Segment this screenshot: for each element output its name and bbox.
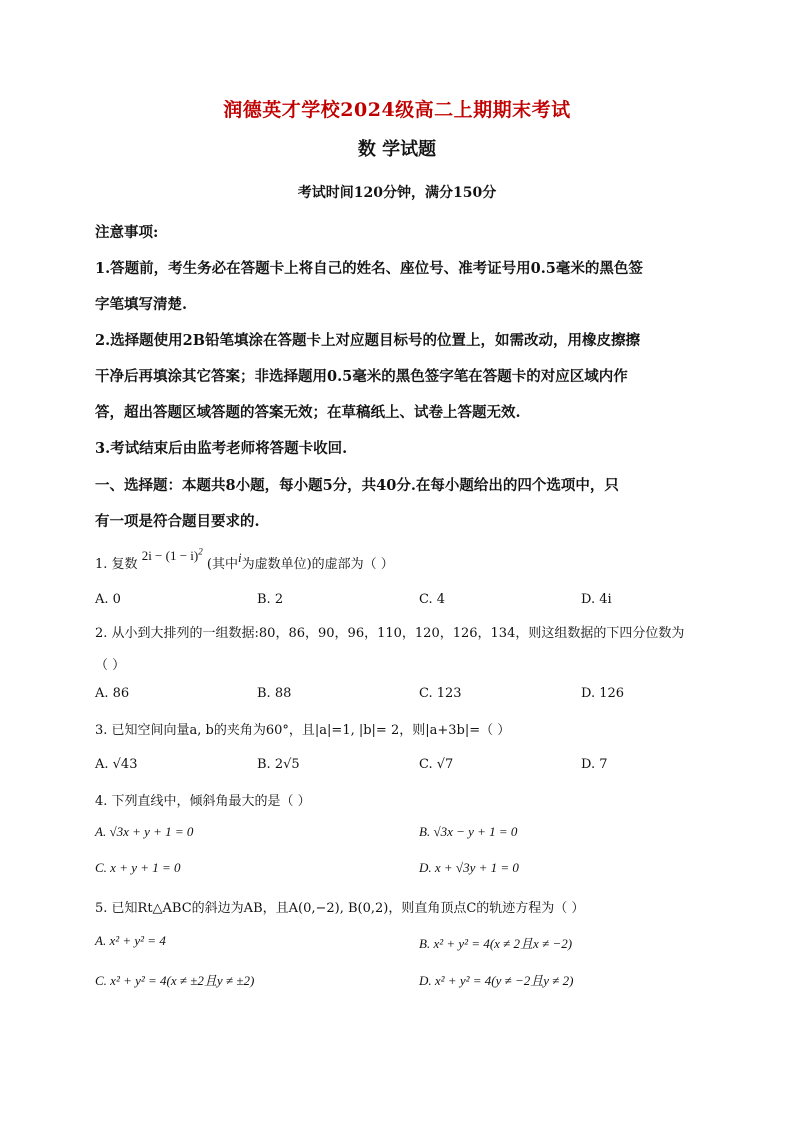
q5-option-b: B. x² + y² = 4(x ≠ 2且x ≠ −2): [419, 936, 573, 951]
question-1: [95, 546, 394, 572]
note-1-line-1: 1.答题前，考生务必在答题卡上将自己的姓名、座位号、准考证号用0.5毫米的黑色签: [95, 260, 643, 277]
q5-option-d: D. x² + y² = 4(y ≠ −2且y ≠ 2): [419, 973, 574, 988]
q3-option-a: A. √43: [95, 757, 138, 772]
q2-option-a: A. 86: [95, 686, 130, 701]
q1-var: i: [237, 550, 242, 565]
q5-option-c: C. x² + y² = 4(x ≠ ±2且y ≠ ±2): [95, 973, 255, 988]
question-2: 2. 从小到大排列的一组数据:80，86，90，96，110，120，126，134，则这组数据的下四分位数为: [95, 626, 685, 641]
q1-option-c: C. 4: [419, 592, 446, 607]
q3-option-b: B. 2√5: [257, 757, 300, 772]
q4-option-c: C. x + y + 1 = 0: [95, 860, 181, 875]
q1-option-a: A. 0: [95, 592, 121, 607]
note-2-line-3: 答，超出答题区域答题的答案无效；在草稿纸上、试卷上答题无效.: [95, 404, 521, 421]
note-2-line-2: 干净后再填涂其它答案；非选择题用0.5毫米的黑色签字笔在答题卡的对应区域内作: [95, 368, 628, 385]
q5-option-a: A. x² + y² = 4: [95, 933, 166, 948]
q1-mid: (其中: [206, 557, 238, 572]
exam-title: 润德英才学校2024级高二上期期末考试: [223, 99, 571, 121]
q2-option-b: B. 88: [257, 686, 292, 701]
notes-heading: 注意事项:: [95, 224, 159, 241]
q4-option-a: A. √3x + y + 1 = 0: [95, 824, 194, 839]
q2-option-c: C. 123: [419, 686, 462, 701]
q3-option-d: D. 7: [581, 757, 608, 772]
q4-option-d: D. x + √3y + 1 = 0: [419, 860, 519, 875]
q1-option-b: B. 2: [257, 592, 284, 607]
question-2-paren: （ ）: [95, 658, 126, 673]
question-4: 4. 下列直线中，倾斜角最大的是（ ）: [95, 794, 311, 809]
q1-option-d: D. 4i: [581, 592, 612, 607]
subject-title: 数 学试题: [357, 139, 437, 160]
q1-prefix: 1. 复数: [95, 557, 138, 572]
q1-suffix: 为虚数单位)的虚部为（ ）: [241, 557, 394, 572]
q4-option-b: B. √3x − y + 1 = 0: [419, 824, 518, 839]
question-5: 5. 已知Rt△ABC的斜边为AB，且A(0,−2), B(0,2)，则直角顶点C的轨迹方程为（ ）: [95, 901, 585, 916]
note-3: 3.考试结束后由监考老师将答题卡收回.: [95, 440, 348, 457]
q2-option-d: D. 126: [581, 686, 625, 701]
note-1-line-2: 字笔填写清楚.: [95, 296, 188, 313]
question-3: 3. 已知空间向量a, b的夹角为60°，且|a|=1, |b|= 2，则|a+3b|=（ ）: [95, 723, 511, 738]
exam-info: 考试时间120分钟，满分150分: [297, 185, 497, 201]
q1-expression: $2i - (1 - i)^2$: [141, 546, 203, 563]
note-2-line-1: 2.选择题使用2B铅笔填涂在答题卡上对应题目标号的位置上，如需改动，用橡皮擦擦: [95, 332, 640, 349]
section-heading-line-2: 有一项是符合题目要求的.: [95, 513, 260, 530]
q3-option-c: C. √7: [419, 757, 454, 772]
section-heading-line-1: 一、选择题：本题共8小题，每小题5分，共40分.在每小题给出的四个选项中，只: [95, 477, 619, 494]
